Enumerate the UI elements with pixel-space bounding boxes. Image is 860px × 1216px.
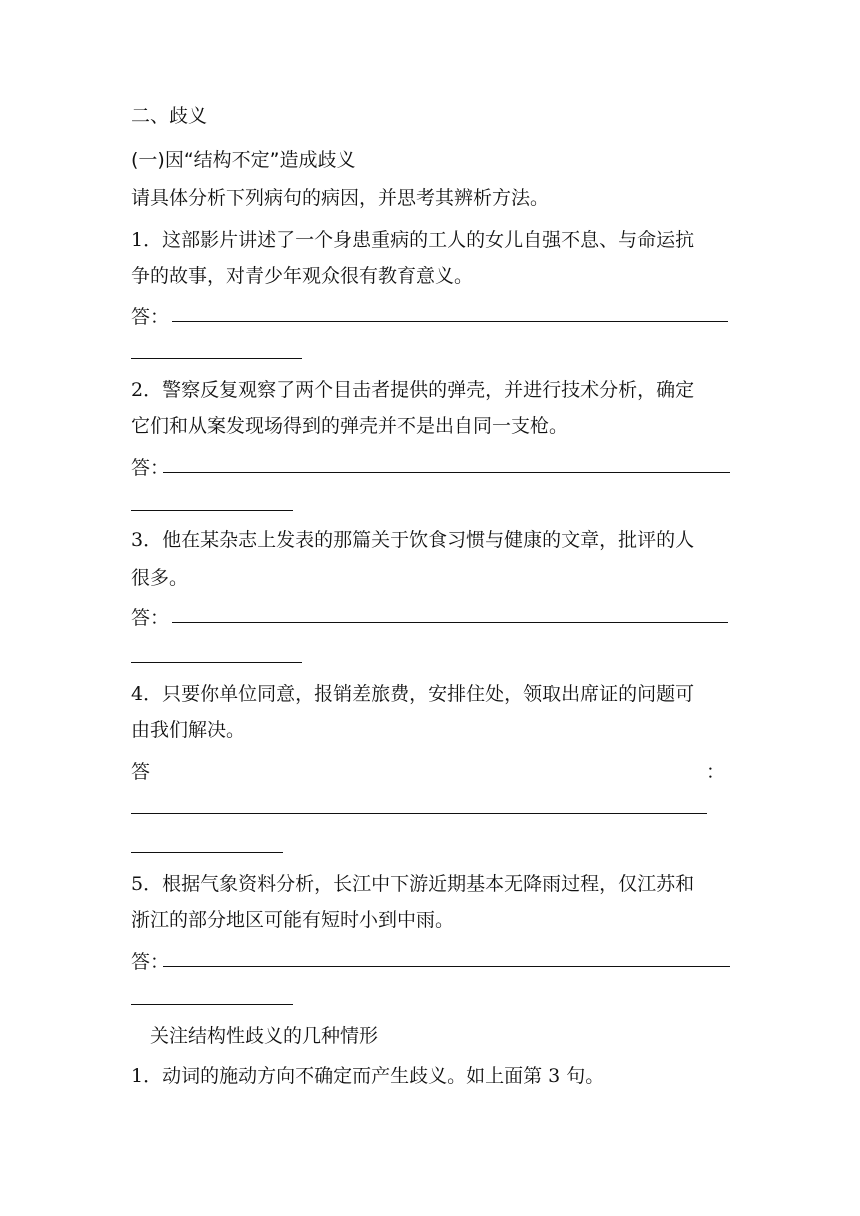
answer-4-label-right: ： — [706, 761, 726, 783]
answer-4-blank-line[interactable] — [131, 813, 707, 814]
question-4-line-2: 由我们解决。 — [131, 719, 246, 741]
answer-2-blank-line-continued[interactable] — [131, 510, 293, 511]
tip-item-1: 1．动词的施动方向不确定而产生歧义。如上面第 3 句。 — [131, 1065, 605, 1087]
question-5-line-1: 5．根据气象资料分析，长江中下游近期基本无降雨过程，仅江苏和 — [131, 873, 695, 895]
answer-5-blank-line-continued[interactable] — [131, 1004, 293, 1005]
question-4-line-1: 4．只要你单位同意，报销差旅费，安排住处，领取出席证的问题可 — [131, 683, 695, 705]
answer-2-blank-line[interactable] — [163, 472, 730, 473]
question-1-line-2: 争的故事，对青少年观众很有教育意义。 — [131, 265, 474, 287]
answer-2-label: 答： — [131, 457, 170, 479]
answer-5-label: 答： — [131, 951, 170, 973]
answer-1-blank-line[interactable] — [172, 321, 728, 322]
answer-1-blank-line-continued[interactable] — [131, 358, 302, 359]
answer-3-blank-line[interactable] — [172, 622, 728, 623]
answer-4-label-left: 答 — [131, 761, 151, 783]
question-1-line-1: 1．这部影片讲述了一个身患重病的工人的女儿自强不息、与命运抗 — [131, 229, 695, 251]
answer-4-blank-line-continued[interactable] — [131, 852, 283, 853]
question-5-line-2: 浙江的部分地区可能有短时小到中雨。 — [131, 909, 455, 931]
question-3-line-1: 3．他在某杂志上发表的那篇关于饮食习惯与健康的文章，批评的人 — [131, 529, 695, 551]
answer-5-blank-line[interactable] — [163, 966, 730, 967]
question-3-line-2: 很多。 — [131, 567, 189, 589]
question-2-line-1: 2．警察反复观察了两个目击者提供的弹壳，并进行技术分析，确定 — [131, 379, 695, 401]
subsection-title: (一)因“结构不定”造成歧义 — [131, 149, 356, 171]
section-title: 二、歧义 — [131, 105, 208, 127]
answer-3-blank-line-continued[interactable] — [131, 662, 302, 663]
question-2-line-2: 它们和从案发现场得到的弹壳并不是出自同一支枪。 — [131, 415, 569, 437]
answer-3-label: 答： — [131, 607, 170, 629]
instruction-text: 请具体分析下列病句的病因，并思考其辨析方法。 — [131, 187, 550, 209]
tip-title: 关注结构性歧义的几种情形 — [150, 1025, 379, 1047]
answer-1-label: 答： — [131, 306, 170, 328]
